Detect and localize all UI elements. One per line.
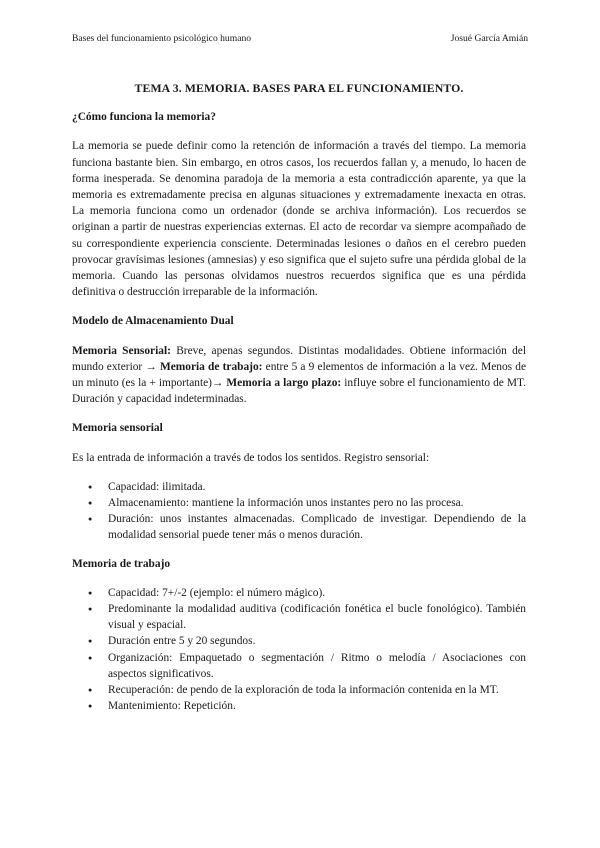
largo-plazo-text: influye sobre el funcionamiento de MT. Duración y capacidad indeterminadas. [72, 377, 526, 406]
header-author: Josué García Amián [450, 33, 528, 44]
sensorial-label: Memoria Sensorial: [72, 344, 171, 357]
largo-plazo-label: Memoria a largo plazo: [226, 377, 342, 390]
sensorial-text: Breve, apenas segundos. Distintas modalidades. Obtiene información del mundo exterior → [72, 344, 527, 373]
dual-model-paragraph [72, 343, 526, 408]
list-item: ● Recuperación: de pendo de la exploración de toda la información contenida en la MT. [108, 682, 526, 698]
trabajo-list [72, 585, 526, 715]
trabajo-text: entre 5 a 9 elementos de información a la vez. Menos de un minuto (es la + importante)→ [72, 360, 526, 390]
document-body [72, 80, 526, 727]
list-item: ● Mantenimiento: Repetición. [108, 698, 526, 714]
running-header [72, 33, 528, 45]
trabajo-heading: Memoria de trabajo [72, 557, 171, 570]
list-item: ● Organización: Empaquetado o segmentación / Ritmo o melodía / Asociaciones con aspectos significativos. [108, 650, 526, 682]
list-item: ● Predominante la modalidad auditiva (codificación fonética el bucle fonológico). También visual y espacial. [108, 601, 526, 633]
dual-model-heading: Modelo de Almacenamiento Dual [72, 315, 234, 328]
list-item: ● Capacidad: ilimitada. [108, 479, 526, 495]
list-item: ● Duración: unos instantes almacenadas. Complicado de investigar. Dependiendo de la modalidad sensorial puede tener más o menos duración. [108, 511, 526, 543]
trabajo-label: Memoria de trabajo: [159, 360, 263, 373]
list-item: ● Almacenamiento: mantiene la información unos instantes pero no las procesa. [108, 495, 526, 511]
sensorial-intro: Es la entrada de información a través de todos los sentidos. Registro sensorial: [72, 451, 430, 464]
intro-paragraph: La memoria se puede definir como la retención de información a través del tiempo. La memoria funciona bastante bien. Sin embargo, en otros casos, los recuerdos fallan y, a menudo, lo hacen de forma inesperada. Se denomina paradoja de la memoria a esta contradicción aparente, ya que la memoria es extremadamente precisa en algunas situaciones y extremadamente inexacta en otras. La memoria funciona como un ordenador (donde se archiva información). Los recuerdos se originan a partir de nuestras experiencias externas. El acto de recordar va siempre acompañado de su correspondiente experiencia consciente. Determinadas lesiones o daños en el cerebro pueden provocar gravísimas lesiones (amnesias) y eso significa que el sujeto sufre una pérdida global de la memoria. Cuando las personas olvidamos nuestros recuerdos significa que es una pérdida definitiva o destrucción irreparable de la información. [72, 140, 526, 299]
document-title: TEMA 3. MEMORIA. BASES PARA EL FUNCIONAMIENTO. [134, 81, 464, 95]
header-course-title: Bases del funcionamiento psicológico humano [72, 33, 252, 44]
sensorial-heading: Memoria sensorial [72, 422, 163, 435]
question-heading: ¿Cómo funciona la memoria? [72, 111, 216, 124]
list-item: ● Capacidad: 7+/-2 (ejemplo: el número mágico). [108, 585, 526, 601]
sensorial-list [72, 479, 526, 544]
list-item: ● Duración entre 5 y 20 segundos. [108, 633, 526, 649]
